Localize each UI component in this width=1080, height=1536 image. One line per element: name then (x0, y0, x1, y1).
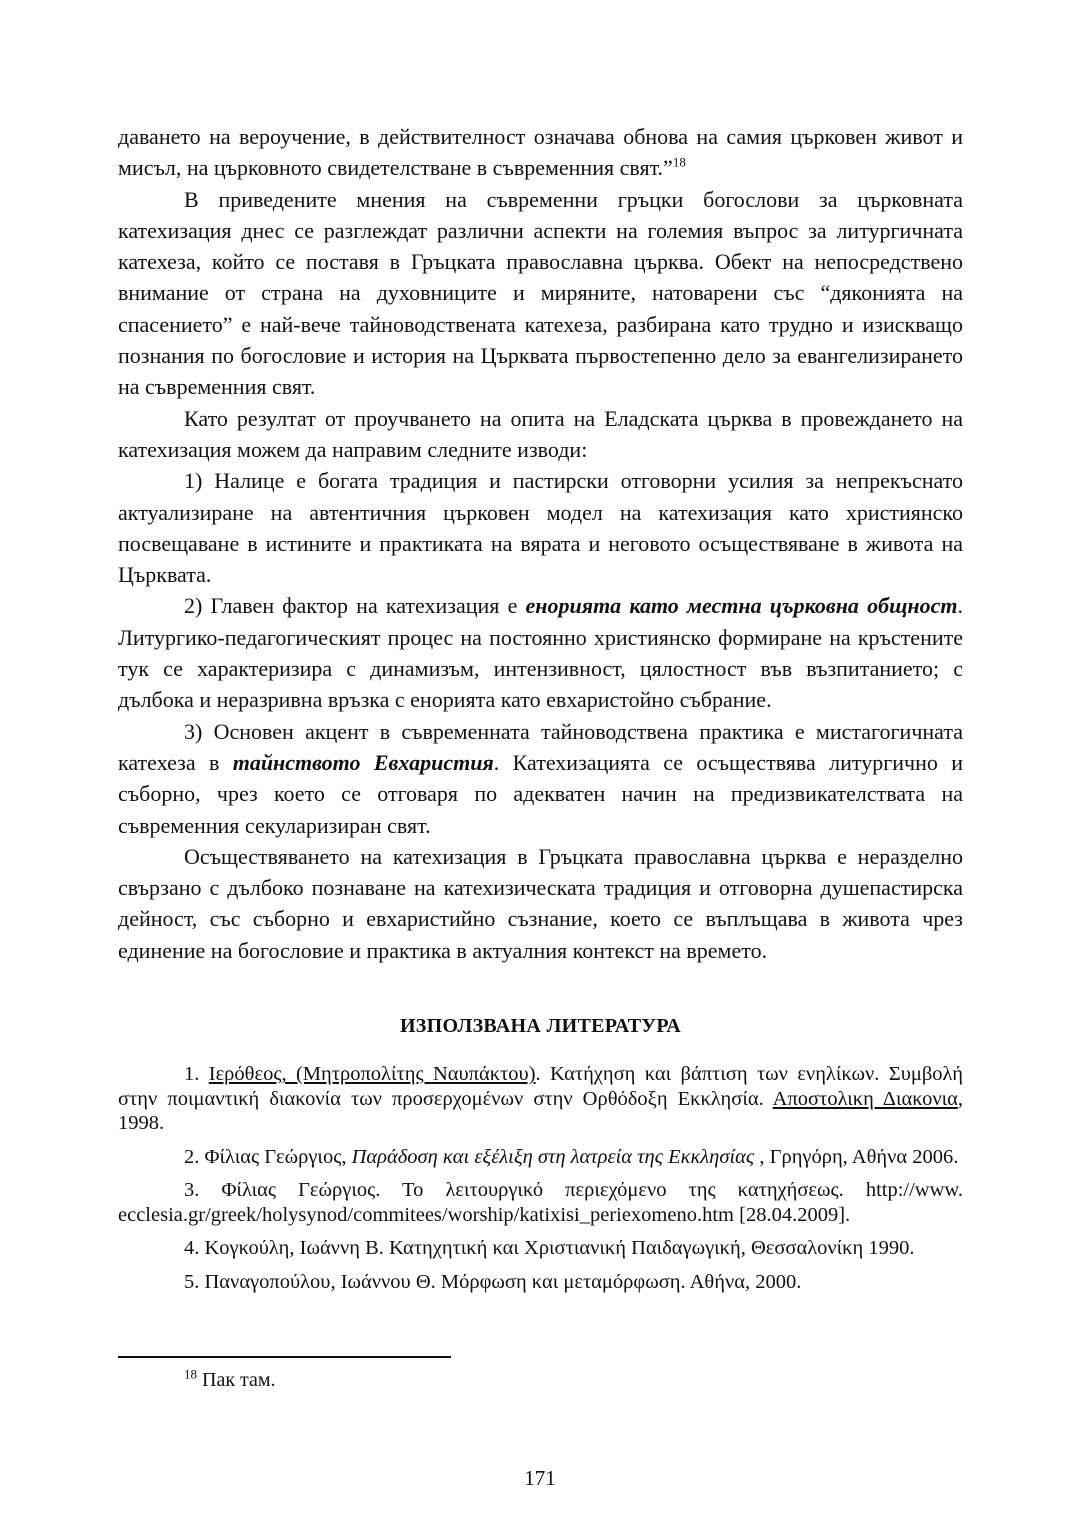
paragraph-text: . Катехизацията се осъществява литургично и съборно, чрез което се отговаря по адекватен начин на предизвикателствата на съвременния секуларизиран свят. (118, 749, 963, 838)
footnote-text: Пак там. (197, 1369, 276, 1391)
bibliography-entry-1 (118, 1062, 963, 1136)
footnote-reference: 18 (672, 154, 686, 170)
bibliography-entry-3: 3. Φίλιας Γεώργιος. Το λειτουργικό περιεχόμενο της κατηχήσεως. http://www. ecclesia.gr/greek/holysynod/commitees/worship/katixisi_periexomeno.htm [28.04.2009]. (118, 1179, 963, 1226)
paragraph-text: даването на вероучение, в действителност означава обнова на самия църковен живот и мисъл, на църковното свидетелстване в съвременния свят.” (118, 124, 963, 181)
entry-author: Ιερόθεος, (Μητροπολίτης Ναυπάκτου) (208, 1063, 536, 1086)
body-paragraph-2: В приведените мнения на съвременни гръцки богослови за църковната катехизация днес се разглеждат различни аспекти на големия въпрос за литургичната катехеза, който се поставя в Гръцката православна църква. Обект на непосредствено внимание от страна на духовниците и миряните, натоварени със “дяконията на спасението” е най-вече тайноводствената катехеза, разбирана като трудно и изискващо познания по богословие и история на Църквата първостепенно дело за евангелизирането на съвременния свят. (118, 186, 963, 400)
entry-title: Παράδοση και εξέλιξη στη λατρεία της Εκκλησίας (351, 1145, 755, 1168)
body-paragraph-3: Като резултат от проучването на опита на Еладската църква в провеждането на катехизация можем да направим следните изводи: (118, 405, 963, 462)
entry-number: 1. (184, 1063, 209, 1086)
conclusion-item-1: 1) Налице е богата традиция и пастирски отговорни усилия за непрекъснато актуализиране на автентичния църковен модел на катехизация като християнско посвещаване в истините и практиката на вярата и неговото осъществяване в живота на Църквата. (118, 468, 963, 588)
entry-author: 2. Φίλιας Γεώργιος, (184, 1145, 352, 1168)
bibliography-list (118, 1062, 963, 1294)
emphasis-text: тайнството Евхаристия (232, 749, 494, 775)
entry-year: , 1998. (118, 1087, 963, 1135)
bibliography-entry-5: 5. Παναγοπούλου, Ιωάννου Θ. Μόρφωση και μεταμόρφωση. Αθήνα, 2000. (184, 1270, 802, 1293)
paragraph-text: . Литургико-педагогическият процес на постоянно християнско формиране на кръстените тук се характеризира с динамизъм, интензивност, цялостност във възпитанието; с дълбока и неразривна връзка с енорията като евхаристойно събрание. (118, 593, 963, 713)
footnote-number: 18 (184, 1366, 197, 1382)
emphasis-text: енорията като местна църковна общност (525, 593, 958, 619)
bibliography-entry-4: 4. Κογκούλη, Ιωάννη Β. Κατηχητική και Χριστιανική Παιδαγωγική, Θεσσαλονίκη 1990. (184, 1237, 915, 1260)
footnote (184, 1366, 276, 1392)
bibliography-entry-2 (118, 1145, 963, 1170)
page-content (118, 121, 963, 1303)
footnote-separator (118, 1356, 451, 1358)
bibliography-heading: ИЗПОЛЗВАНА ЛИТЕРАТУРА (399, 1015, 682, 1038)
paragraph-text: 2) Главен фактор на катехизация е (184, 593, 526, 619)
body-paragraph-1 (118, 121, 963, 184)
entry-publisher: Αποστολικη Διακονια (772, 1087, 958, 1110)
paragraph-text: 3) Основен акцент в съвременната тайноводствена практика е мистагогичната катехеза в (118, 718, 963, 775)
conclusion-item-2 (118, 590, 963, 715)
entry-text: , Γρηγόρη, Αθήνα 2006. (754, 1145, 959, 1168)
page-number: 171 (524, 1466, 556, 1490)
entry-text: . Κατήχηση και βάπτιση των ενηλίκων. Συμβολή στην ποιμαντική διακονία των προσερχομένων στην Ορθόδοξη Εκκλησία. (118, 1063, 964, 1110)
body-paragraph-final: Осъществяването на катехизация в Гръцката православна църква е неразделно свързано с дълбоко познаване на катехизическата традиция и отговорна душепастирска дейност, със съборно и евхаристийно съзнание, което се въплъщава в живота чрез единение на богословие и практика в актуалния контекст на времето. (118, 843, 963, 963)
conclusion-item-3 (118, 716, 963, 841)
